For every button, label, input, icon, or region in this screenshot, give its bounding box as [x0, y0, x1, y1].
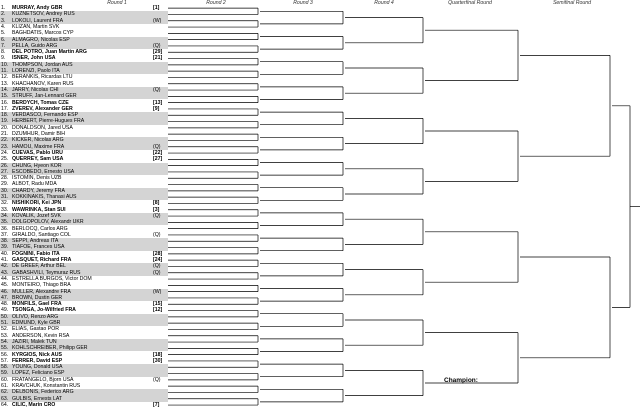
player-name: KRAVCHUK, Konstantin RUS	[12, 383, 81, 389]
player-name: GULBIS, Ernests LAT	[12, 395, 63, 402]
player-name: MONTEIRO, Thiago BRA	[12, 282, 71, 289]
draw-number: 16.	[1, 99, 9, 106]
player-name: LOPEZ, Feliciano ESP	[12, 370, 65, 377]
player-name: ESCOBEDO, Ernesto USA	[12, 168, 75, 175]
draw-number: 45.	[1, 282, 9, 289]
player-name: LOKOLI, Laurent FRA	[12, 17, 64, 24]
draw-number: 63.	[1, 395, 9, 402]
player-name: YOUNG, Donald USA	[12, 364, 63, 371]
player-name: KOKKINAKIS, Thanasi AUS	[12, 194, 77, 200]
draw-number: 52.	[1, 326, 9, 333]
player-seed: [13]	[153, 99, 163, 106]
draw-number: 32.	[1, 200, 9, 207]
player-seed: [30]	[153, 357, 163, 364]
player-name: GASQUET, Richard FRA	[12, 257, 72, 263]
draw-number: 27.	[1, 168, 9, 175]
player-name: PELLA, Guido ARG	[12, 42, 58, 49]
player-seed: (Q)	[153, 86, 161, 93]
player-name: KOVALIK, Jozef SVK	[12, 212, 61, 219]
draw-number: 1.	[1, 5, 6, 11]
draw-number: 48.	[1, 301, 9, 308]
player-name: KICKER, Nicolas ARG	[12, 137, 64, 144]
draw-number: 61.	[1, 383, 9, 389]
draw-number: 12.	[1, 74, 9, 81]
player-name: CUEVAS, Pablo URU	[12, 149, 63, 156]
player-seed: [9]	[153, 105, 160, 112]
player-name: LORENZI, Paolo ITA	[12, 68, 60, 74]
draw-number: 57.	[1, 357, 9, 364]
player-seed: (Q)	[153, 231, 161, 238]
player-name: FERRER, David ESP	[12, 357, 63, 364]
player-seed: [12]	[153, 307, 163, 314]
player-seed: [1]	[153, 5, 160, 11]
draw-number: 64.	[1, 401, 9, 408]
player-name: EDMUND, Kyle GBR	[12, 320, 61, 326]
draw-number: 6.	[1, 36, 6, 43]
player-name: ELIAS, Gastao POR	[12, 326, 59, 333]
player-name: THOMPSON, Jordan AUS	[12, 61, 73, 68]
draw-number: 20.	[1, 124, 9, 131]
draw-number: 37.	[1, 231, 9, 238]
draw-number: 56.	[1, 351, 9, 358]
draw-number: 44.	[1, 275, 9, 282]
player-name: DEL POTRO, Juan Martin ARG	[12, 49, 87, 56]
player-name: BERLOCQ, Carlos ARG	[12, 225, 68, 232]
draw-number: 55.	[1, 345, 9, 352]
player-name: KHACHANOV, Karen RUS	[12, 80, 74, 87]
round-2-header: Round 2	[206, 0, 226, 6]
draw-number: 19.	[1, 118, 9, 125]
draw-number: 47.	[1, 294, 9, 301]
draw-number: 15.	[1, 93, 9, 100]
draw-number: 25.	[1, 156, 9, 163]
player-seed: (Q)	[153, 263, 161, 270]
draw-number: 17.	[1, 105, 9, 112]
draw-number: 60.	[1, 376, 9, 383]
draw-number: 59.	[1, 370, 9, 377]
player-name: TSONGA, Jo-Wilfried FRA	[12, 307, 76, 314]
draw-number: 26.	[1, 162, 9, 169]
player-name: GIRALDO, Santiago COL	[12, 231, 71, 238]
player-seed: [3]	[153, 206, 160, 213]
player-name: STRUFF, Jan-Lennard GER	[12, 93, 77, 100]
draw-number: 53.	[1, 332, 9, 339]
player-name: KLIZAN, Martin SVK	[12, 23, 60, 30]
player-name: ZVEREV, Alexander GER	[12, 105, 73, 112]
draw-number: 24.	[1, 149, 9, 156]
draw-number: 14.	[1, 86, 9, 93]
quarterfinal-header: Quarterfinal Round	[448, 0, 492, 6]
player-name: OLIVO, Renzo ARG	[12, 313, 59, 320]
player-seed: (Q)	[153, 42, 161, 49]
draw-number: 42.	[1, 263, 9, 270]
round-3-header: Round 3	[293, 0, 313, 6]
player-name: HERBERT, Pierre-Hugues FRA	[12, 118, 85, 125]
player-seed: [27]	[153, 156, 163, 163]
player-name: KYRGIOS, Nick AUS	[12, 351, 62, 358]
player-name: KUZNETSOV, Andrey RUS	[12, 11, 75, 18]
player-name: DONALDSON, Jared USA	[12, 124, 73, 131]
draw-number: 54.	[1, 338, 9, 345]
draw-number: 22.	[1, 137, 9, 144]
player-name: DOLGOPOLOV, Alexandr UKR	[12, 219, 84, 226]
player-seed: (W)	[153, 17, 162, 24]
player-name: JAZIRI, Malek TUN	[12, 338, 57, 345]
player-seed: [22]	[153, 149, 163, 156]
draw-number: 28.	[1, 175, 9, 182]
draw-number: 58.	[1, 364, 9, 371]
draw-number: 38.	[1, 238, 9, 245]
player-name: HAMOU, Maxime FRA	[12, 143, 65, 150]
player-name: ALMAGRO, Nicolas ESP	[12, 36, 70, 43]
draw-number: 30.	[1, 187, 9, 194]
draw-number: 36.	[1, 225, 9, 232]
draw-number: 8.	[1, 49, 6, 56]
draw-number: 51.	[1, 320, 9, 326]
player-name: GABASHVILI, Teymuraz RUS	[12, 269, 81, 276]
player-name: FRATANGELO, Bjorn USA	[12, 376, 74, 383]
draw-number: 31.	[1, 194, 9, 200]
draw-number: 43.	[1, 269, 9, 276]
player-name: KOHLSCHREIBER, Philipp GER	[12, 345, 88, 352]
player-seed: [8]	[153, 200, 160, 207]
draw-number: 39.	[1, 244, 9, 251]
draw-number: 46.	[1, 288, 9, 295]
draw-number: 13.	[1, 80, 9, 87]
draw-number: 50.	[1, 313, 9, 320]
player-seed: (Q)	[153, 212, 161, 219]
player-name: BERDYCH, Tomas CZE	[12, 99, 69, 106]
champion-label: Champion:	[444, 377, 478, 384]
player-name: DE GREEF, Arthur BEL	[12, 263, 66, 270]
draw-number: 62.	[1, 389, 9, 396]
player-name: SEPPI, Andreas ITA	[12, 238, 59, 245]
player-name: QUERREY, Sam USA	[12, 156, 64, 163]
draw-number: 11.	[1, 68, 8, 74]
player-name: FOGNINI, Fabio ITA	[12, 250, 60, 257]
player-name: VERDASCO, Fernando ESP	[12, 112, 79, 119]
player-seed: [29]	[153, 49, 163, 56]
player-seed: (W)	[153, 288, 162, 295]
draw-number: 10.	[1, 61, 9, 68]
player-seed: [28]	[153, 250, 163, 257]
draw-number: 23.	[1, 143, 9, 150]
player-name: DZUMHUR, Damir BIH	[12, 131, 66, 137]
draw-number: 7.	[1, 42, 6, 49]
draw-number: 9.	[1, 55, 6, 62]
player-name: ANDERSON, Kevin RSA	[12, 332, 70, 339]
draw-number: 21.	[1, 131, 9, 137]
draw-number: 5.	[1, 30, 6, 37]
player-name: MONFILS, Gael FRA	[12, 301, 62, 308]
draw-number: 18.	[1, 112, 9, 119]
player-name: CILIC, Marin CRO	[12, 401, 56, 408]
player-name: ISNER, John USA	[12, 55, 56, 62]
draw-number: 33.	[1, 206, 9, 213]
player-name: CHUNG, Hyeon KOR	[12, 162, 62, 169]
draw-number: 49.	[1, 307, 9, 314]
player-name: BROWN, Dustin GER	[12, 294, 63, 301]
player-name: MURRAY, Andy GBR	[12, 5, 63, 11]
draw-number: 40.	[1, 250, 9, 257]
player-name: BAGHDATIS, Marcos CYP	[12, 30, 74, 37]
draw-number: 41.	[1, 257, 9, 263]
draw-number: 34.	[1, 212, 9, 219]
player-name: JARRY, Nicolas CHI	[12, 86, 59, 93]
player-name: ESTRELLA BURGOS, Victor DOM	[12, 275, 92, 282]
player-name: NISHIKORI, Kei JPN	[12, 200, 62, 207]
draw-number: 2.	[1, 11, 6, 18]
draw-number: 3.	[1, 17, 6, 24]
player-name: ISTOMIN, Denis UZB	[12, 175, 62, 182]
player-name: DELBONIS, Federico ARG	[12, 389, 74, 396]
player-seed: [21]	[153, 55, 163, 62]
draw-number: 35.	[1, 219, 9, 226]
player-seed: [18]	[153, 351, 163, 358]
player-name: CHARDY, Jeremy FRA	[12, 187, 65, 194]
round-4-header: Round 4	[374, 0, 394, 6]
player-seed: [15]	[153, 301, 163, 308]
player-seed: [24]	[153, 257, 163, 263]
player-name: TIAFOE, Frances USA	[12, 244, 65, 251]
draw-number: 4.	[1, 23, 6, 30]
player-seed: (Q)	[153, 143, 161, 150]
player-seed: (Q)	[153, 269, 161, 276]
player-seed: [7]	[153, 401, 160, 408]
player-name: ALBOT, Radu MDA	[12, 181, 57, 188]
semifinal-header: Semifinal Round	[552, 0, 592, 6]
draw-number: 29.	[1, 181, 9, 188]
player-seed: (Q)	[153, 376, 161, 383]
player-name: WAWRINKA, Stan SUI	[12, 206, 66, 213]
round-1-header: Round 1	[107, 0, 127, 6]
player-name: BERANKIS, Ricardas LTU	[12, 74, 73, 81]
player-name: MULLER, Alexandre FRA	[12, 288, 71, 295]
